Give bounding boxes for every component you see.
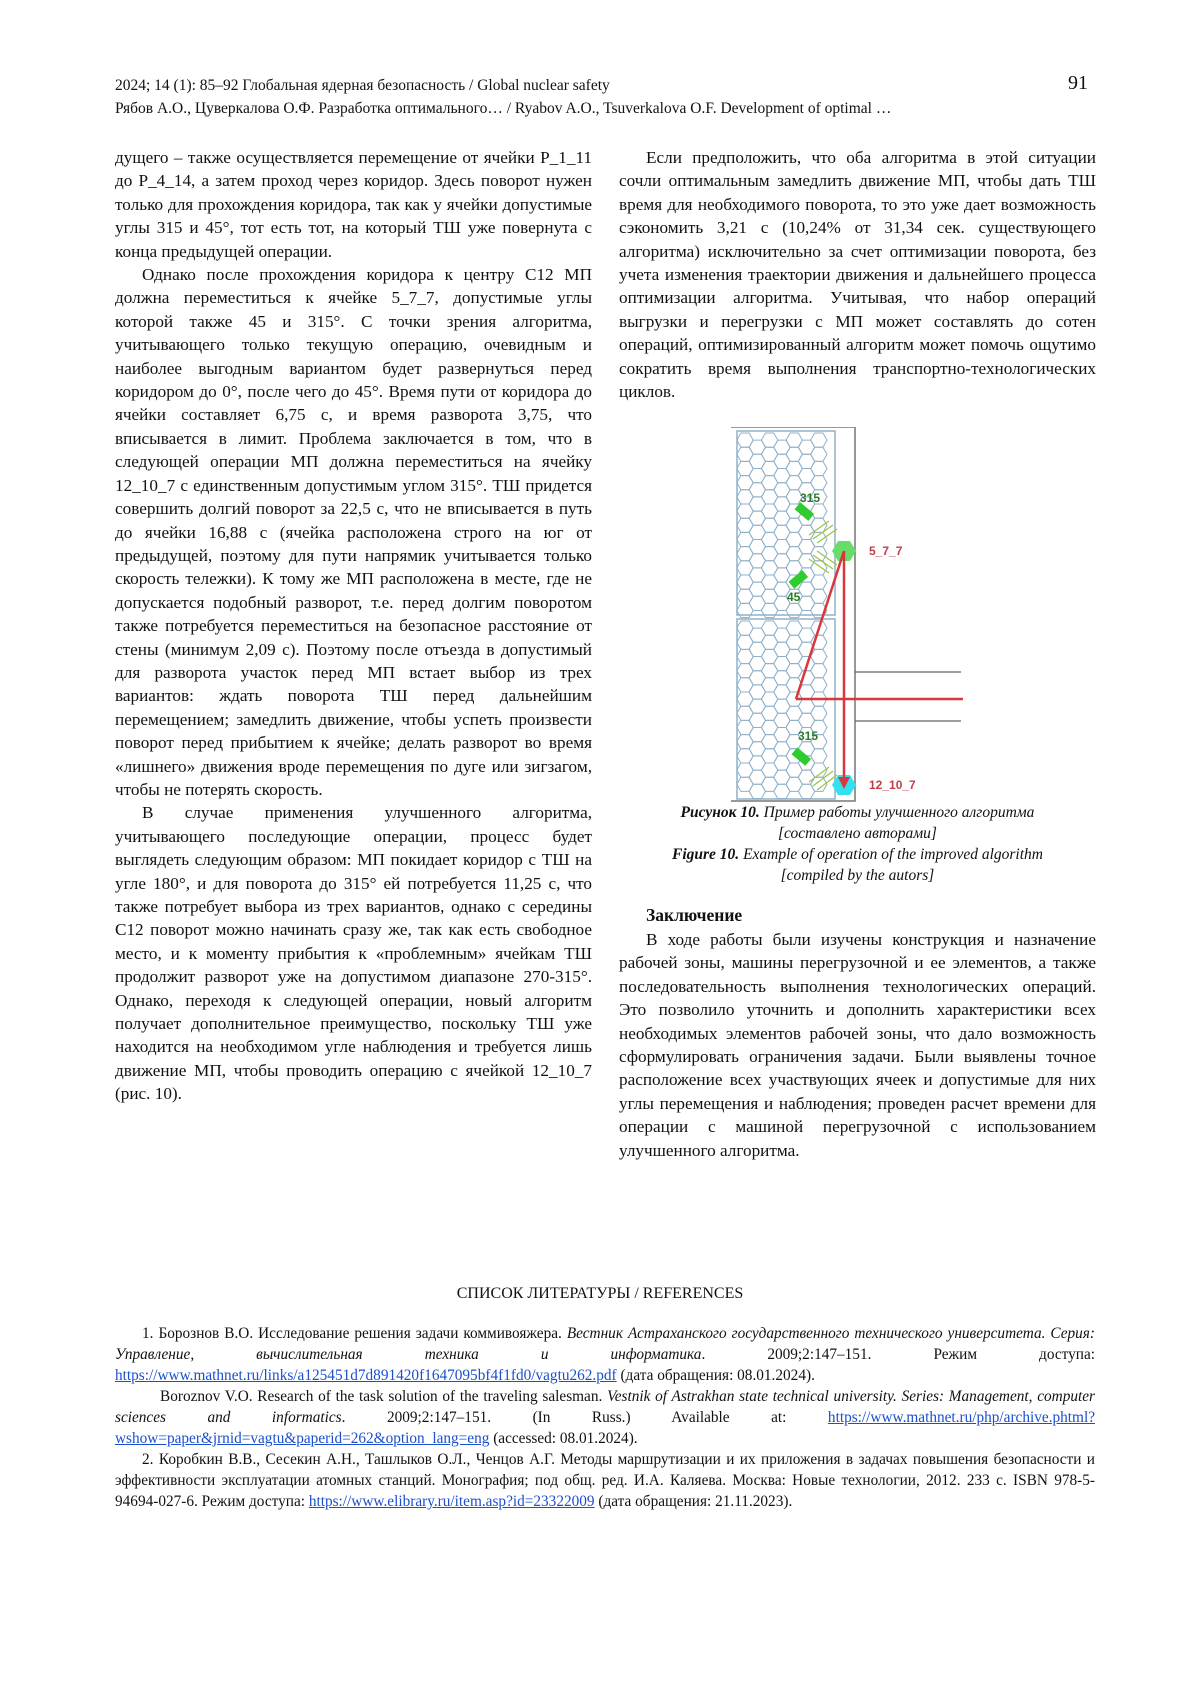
paragraph: В случае применения улучшенного алгоритма, учитывающего последующие операции, процесс будет выглядеть следующим образом: МП покидает коридор с ТШ на угле 180°, и для поворота до 315° ей потребуется 11,25 с, что также потребует выбора из трех вариантов, однако с середины С12 поворот можно начинать сразу же, так как есть свободное место, и к моменту прибытия к «проблемным» ячейкам ТШ продолжит разворот уже на допустимом диапазоне 270-315°. Однако, переходя к следующей операции, новый алгоритм получает дополнительное преимущество, поскольку ТШ уже находится на необходимом угле наблюдения и требуется лишь движение МП, чтобы проводить операцию с ячейкой 12_10_7 (рис. 10).	[115, 801, 592, 1105]
hex-cell	[811, 678, 827, 692]
reference-link[interactable]: https://www.elibrary.ru/item.asp?id=23322009	[309, 1493, 595, 1510]
paragraph: Однако после прохождения коридора к центру С12 МП должна переместиться к ячейке 5_7_7, допустимые углы которой также 45 и 315°. С точки зрения алгоритма, учитывающего только текущую операцию, очевидным и наиболее выгодным вариантом будет развернуться перед коридором до 0°, после чего до 45°. Время пути от коридора до ячейки составляет 6,75 с, и время разворота 3,75, что вписывается в лимит. Проблема заключается в том, что в следующей операции МП должна переместиться на ячейку 12_10_7 с единственным допустимым углом 315°. ТШ придется совершить долгий поворот за 22,5 с, что не вписывается в путь до ячейки 16,88 с (ячейка расположена строго на юг от предыдущей, поэтому для пути напрямик учитывается только скорость тележки). К тому же МП расположена в месте, где не допускается подобный разворот, т.е. перед долгим поворотом также потребуется переместиться на безопасное расстояние от стены (минимум 2,09 с). Поэтому после отъезда в допустимый для разворота участок перед МП встает выбор из трех вариантов: ждать поворота ТШ перед дальнейшим перемещением; замедлить движение, чтобы успеть произвести поворот перед прибытием к ячейке; делать разворот во время «лишнего» движения вроде перемещения по дуге или зигзагом, чтобы не потерять скорость.	[115, 263, 592, 801]
angle-label-45: 45	[787, 590, 801, 604]
conclusion-heading: Заключение	[646, 904, 1096, 927]
wall-outline	[731, 427, 855, 801]
figure-10-diagram	[729, 427, 989, 802]
hex-cell	[811, 590, 827, 604]
angle-label-315-bottom: 315	[798, 729, 818, 743]
running-header-authors: Рябов А.О., Цуверкалова О.Ф. Разработка оптимального… / Ryabov A.O., Tsuverkalova O.F. Development of optimal …	[115, 100, 891, 118]
hex-cell	[811, 650, 827, 664]
hex-cell	[811, 575, 827, 589]
hex-cell	[811, 433, 827, 447]
hex-cell	[811, 476, 827, 490]
reference-link[interactable]: https://www.mathnet.ru/php/archive.phtml?wshow=paper&jrnid=vagtu&paperid=262&option_lang=eng	[115, 1409, 1095, 1447]
references-heading: СПИСОК ЛИТЕРАТУРЫ / REFERENCES	[0, 1285, 1200, 1303]
hex-cell	[811, 504, 827, 518]
caption-en-note: [compiled by the autors]	[619, 865, 1096, 886]
paragraph: Если предположить, что оба алгоритма в этой ситуации сочли оптимальным замедлить движение МП, чтобы дать ТШ время для необходимого поворота, то это уже дает возможность сэкономить 3,21 с (10,24% от 31,34 сек. существующего алгоритма) исключительно за счет оптимизации поворота, без учета изменения траектории движения и дальнейшего процесса оптимизации алгоритма. Учитывая, что набор операций выгрузки и перегрузки с МП может составлять до сотен операций, оптимизированный алгоритм может помочь ощутимо сократить время выполнения транспортно-технологических циклов.	[619, 146, 1096, 403]
hex-cell	[811, 462, 827, 476]
caption-ru-text: Пример работы улучшенного алгоритма	[760, 804, 1035, 821]
page-number: 91	[1068, 72, 1088, 95]
reference-1-en: Boroznov V.O. Research of the task solution of the traveling salesman. Vestnik of Astrakhan state technical university. Series: Management, computer sciences and informatics. 2009;2:147–151. (In Russ.) Available at: https://www.mathnet.ru/php/archive.phtml?wshow=paper&jrnid=vagtu&paperid=262&option_lang=eng (accessed: 08.01.2024).	[115, 1386, 1095, 1449]
caption-ru-note: [составлено авторами]	[619, 823, 1096, 844]
figure-caption	[619, 802, 1096, 886]
movement-path	[796, 551, 963, 789]
hex-cell	[811, 749, 827, 763]
references-list	[115, 1323, 1095, 1512]
cell-label-5-7-7: 5_7_7	[869, 544, 903, 558]
marker-45	[789, 571, 809, 589]
right-column	[619, 146, 1096, 1162]
conclusion-paragraph: В ходе работы были изучены конструкция и назначение рабочей зоны, машины перегрузочной и ее элементов, а также последовательность выполнения технологических операций. Это позволило уточнить и дополнить характеристики всех необходимых элементов рабочей зоны, что дало возможность сформулировать ограничения задачи. Были выявлены точное расположение всех участвующих ячеек и допустимые для них углы перемещения и наблюдения; проведен расчет времени для операции с машиной перегрузочной с использованием улучшенного алгоритма.	[619, 928, 1096, 1162]
angle-label-315-top: 315	[800, 491, 820, 505]
reference-link[interactable]: https://www.mathnet.ru/links/a125451d7d891420f1647095bf4f1fd0/vagtu262.pdf	[115, 1367, 617, 1384]
reference-2: 2. Коробкин В.В., Сесекин А.Н., Ташлыков О.Л., Ченцов А.Г. Методы маршрутизации и их приложения в задачах повышения безопасности и эффективности эксплуатации атомных станций. Монография; под общ. ред. И.А. Каляева. Москва: Новые технологии, 2012. 233 с. ISBN 978-5-94694-027-6. Режим доступа: https://www.elibrary.ru/item.asp?id=23322009 (дата обращения: 21.11.2023).	[115, 1449, 1095, 1512]
caption-en-number: Figure 10.	[672, 846, 739, 863]
caption-en-text: Example of operation of the improved algorithm	[739, 846, 1043, 863]
hex-cell	[811, 448, 827, 462]
hex-cell	[811, 707, 827, 721]
left-column	[115, 146, 592, 1106]
caption-ru-number: Рисунок 10.	[681, 804, 760, 821]
running-header-journal: 2024; 14 (1): 85–92 Глобальная ядерная безопасность / Global nuclear safety	[115, 77, 610, 95]
cell-label-12-10-7: 12_10_7	[869, 778, 916, 792]
reference-1-ru: 1. Борознов В.О. Исследование решения задачи коммивояжера. Вестник Астраханского государственного технического университета. Серия: Управление, вычислительная техника и информатика. 2009;2:147–151. Режим доступа: https://www.mathnet.ru/links/a125451d7d891420f1647095bf4f1fd0/vagtu262.pdf (дата обращения: 08.01.2024).	[115, 1323, 1095, 1386]
paragraph: дущего – также осуществляется перемещение от ячейки P_1_11 до P_4_14, а затем проход через коридор. Здесь поворот нужен только для прохождения коридора, так как у ячейки допустимые углы 315 и 45°, тот есть тот, на который ТШ уже повернута с конца предыдущей операции.	[115, 146, 592, 263]
hex-cell	[811, 664, 827, 678]
